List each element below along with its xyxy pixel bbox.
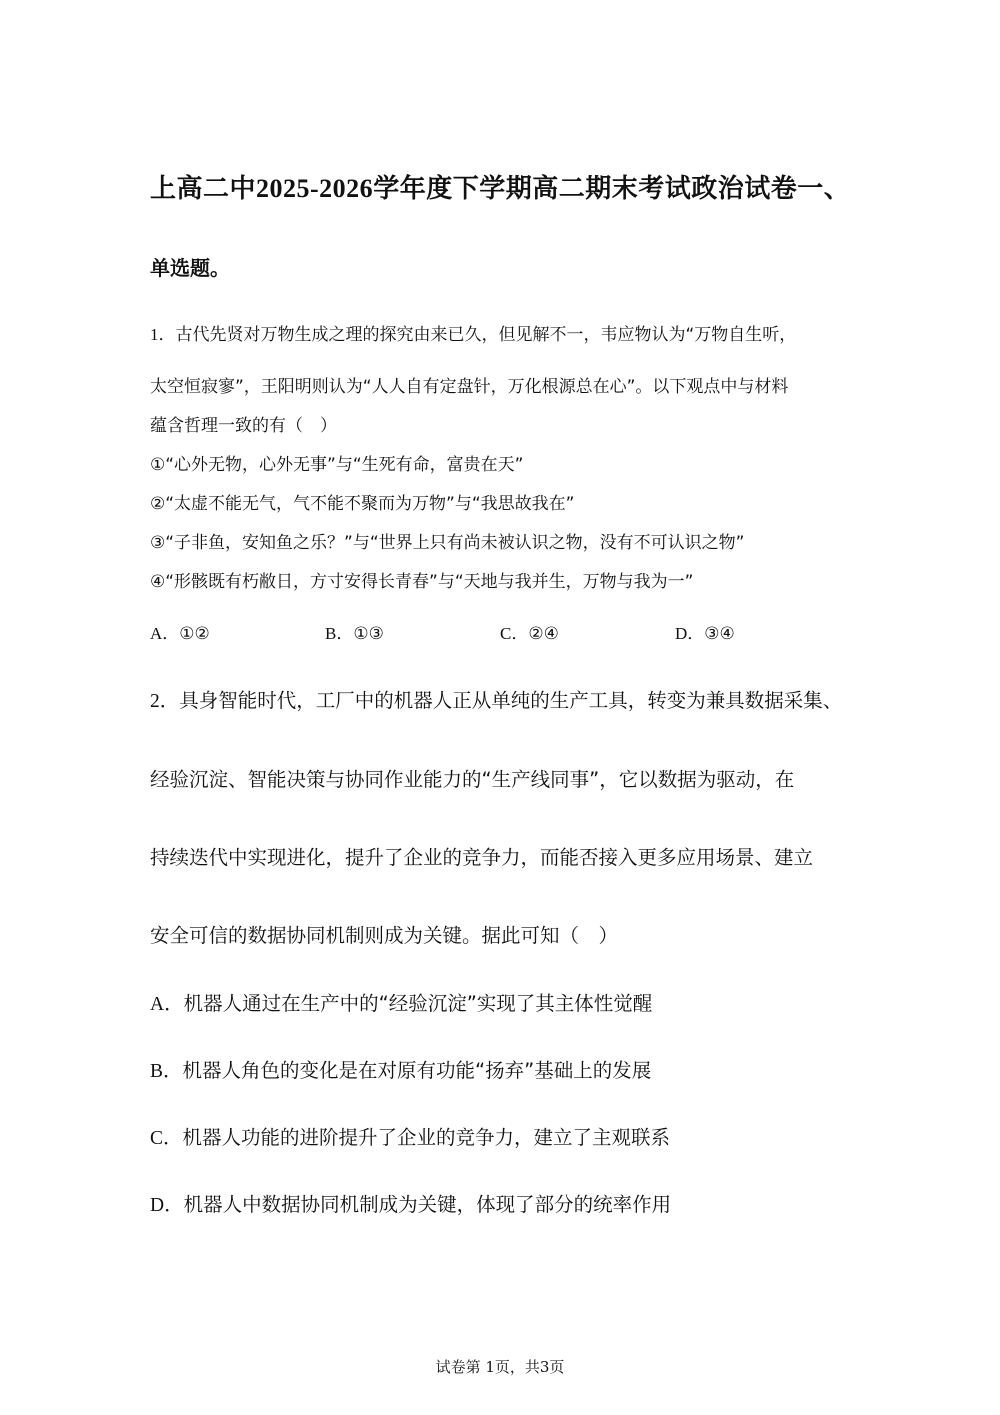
question-2-text: 具身智能时代，工厂中的机器人正从单纯的生产工具，转变为兼具数据采集、 — [179, 689, 843, 712]
question-1-text: 古代先贤对万物生成之理的探究由来已久，但见解不一，韦应物认为“万物自生听， — [175, 325, 797, 345]
q2-option-letter: C． — [150, 1128, 183, 1149]
statement-3: ③“子非鱼，安知鱼之乐？”与“世界上只有尚未被认识之物，没有不可认识之物” — [150, 533, 745, 553]
q1-option-letter: B． — [325, 624, 354, 643]
q1-option-text: ①② — [179, 624, 210, 644]
q1-option-text: ②④ — [528, 624, 559, 644]
q2-option-d — [150, 1189, 671, 1217]
question-2-number: 2． — [150, 691, 180, 712]
statement-4: ④“形骸既有朽敝日，方寸安得长青春”与“天地与我并生，万物与我为一” — [150, 572, 694, 592]
page-title — [150, 168, 850, 205]
statement-2: ②“太虚不能无气，气不能不聚而为万物”与“我思故我在” — [150, 494, 575, 514]
title-rest: 学年度下学期高二期末考试政治试卷一、 — [373, 174, 851, 204]
question-2-line-3: 持续迭代中实现进化，提升了企业的竞争力，而能否接入更多应用场景、建立 — [150, 846, 814, 869]
q2-option-text: 机器人中数据协同机制成为关键，体现了部分的统率作用 — [183, 1193, 672, 1216]
page-footer: 试卷第 1页，共3页 — [435, 1358, 565, 1376]
q2-option-letter: B． — [150, 1061, 183, 1082]
section-heading: 单选题。 — [150, 256, 230, 280]
question-2-line-4: 安全可信的数据协同机制则成为关键。据此可知（ ） — [150, 924, 619, 947]
q1-option-letter: D． — [675, 624, 705, 643]
q1-option-a — [150, 619, 210, 644]
q1-option-letter: A． — [150, 624, 180, 643]
q1-option-c — [500, 619, 559, 644]
statement-1: ①“心外无物，心外无事”与“生死有命，富贵在天” — [150, 455, 524, 475]
q2-option-a — [150, 988, 652, 1016]
q1-option-text: ①③ — [353, 624, 384, 644]
q2-option-letter: D． — [150, 1195, 184, 1216]
question-2-line-1 — [150, 685, 842, 713]
q1-option-b — [325, 619, 384, 644]
q2-option-c — [150, 1122, 670, 1150]
title-school: 上高二中 — [150, 174, 257, 204]
question-1-number: 1． — [150, 325, 176, 344]
question-1-line-1 — [150, 320, 796, 345]
title-years: 2025-2026 — [256, 174, 374, 203]
q1-option-letter: C． — [500, 624, 529, 643]
question-1-line-3: 蕴含哲理一致的有（ ） — [150, 416, 337, 436]
q1-option-text: ③④ — [704, 624, 735, 644]
q2-option-text: 机器人功能的进阶提升了企业的竞争力，建立了主观联系 — [182, 1126, 671, 1149]
q2-option-text: 机器人通过在生产中的“经验沉淀”实现了其主体性觉醒 — [183, 992, 653, 1015]
q2-option-letter: A． — [150, 994, 184, 1015]
question-1-line-2: 太空恒寂寥”，王阳明则认为“人人自有定盘针，万化根源总在心”。以下观点中与材料 — [150, 377, 789, 397]
question-2-line-2: 经验沉淀、智能决策与协同作业能力的“生产线同事”，它以数据为驱动，在 — [150, 768, 795, 791]
q2-option-text: 机器人角色的变化是在对原有功能“扬弃”基础上的发展 — [182, 1059, 652, 1082]
q2-option-b — [150, 1055, 651, 1083]
q1-option-d — [675, 619, 735, 644]
